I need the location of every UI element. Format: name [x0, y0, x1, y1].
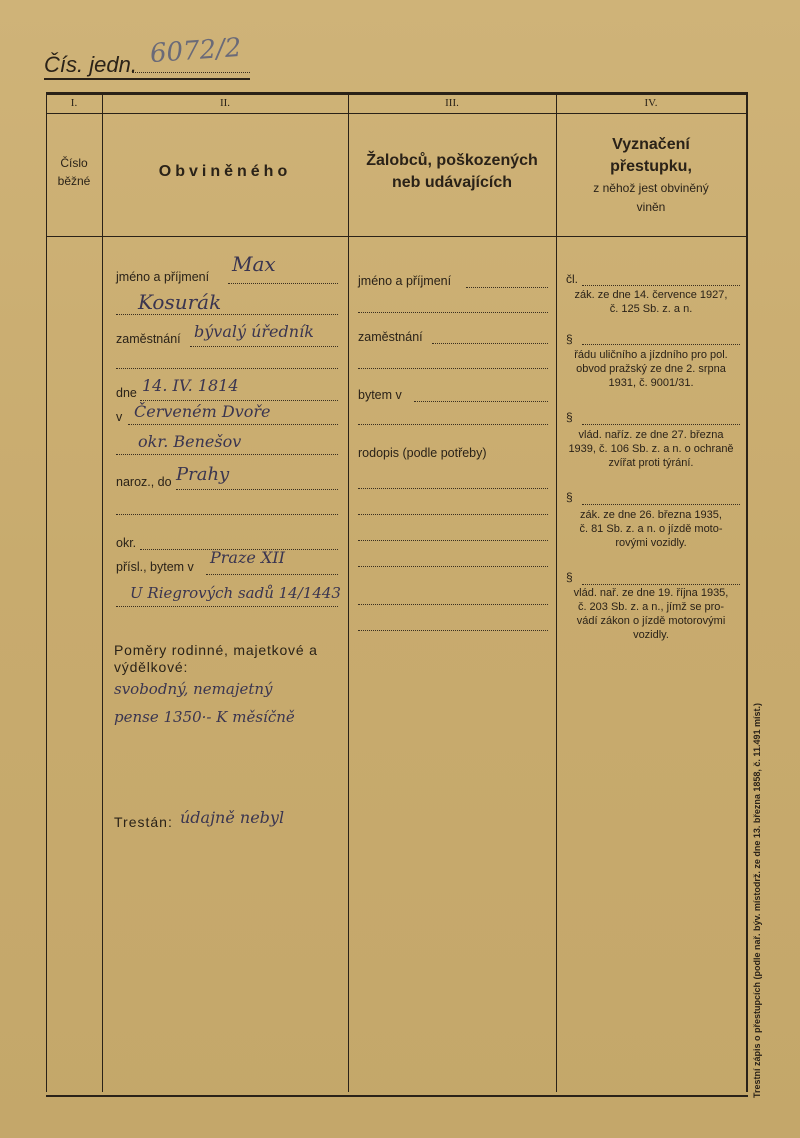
offence-1-mark: čl.	[566, 272, 578, 286]
header-col4-line2: přestupku,	[610, 158, 692, 175]
dots	[116, 454, 338, 455]
dots	[358, 604, 548, 605]
reference-underline	[44, 78, 250, 80]
dots	[358, 540, 548, 541]
offence-3-line1: vlád. naříz. ze dne 27. března	[578, 429, 724, 441]
header-col3-line2: neb udávajících	[391, 174, 513, 191]
defendant-residence-label: přísl., bytem v	[116, 560, 194, 574]
defendant-place-label: v	[116, 410, 123, 424]
column-border-3	[556, 92, 557, 1092]
offence-3-line2: 1939, č. 106 Sb. z. a n. o ochraně	[568, 443, 734, 455]
column-border-right	[746, 92, 748, 1092]
side-form-caption: Trestní zápis o přestupcích (podle nař. býv. místodrž. ze dne 13. března 1858, č. 11.491 míst.)	[752, 703, 762, 1098]
column-border-left	[46, 92, 47, 1092]
offence-5-line3: vádí zákon o jízdě motorovými	[576, 615, 726, 627]
reference-dots	[132, 72, 250, 73]
dots	[358, 424, 548, 425]
defendant-place-hw2: okr. Benešov	[138, 432, 242, 451]
dots	[582, 285, 740, 286]
offence-3-text	[560, 428, 742, 470]
header-col1-line1: Číslo	[60, 156, 88, 170]
dots	[176, 489, 338, 490]
defendant-punished-hw: údajně nebyl	[180, 808, 285, 827]
dots	[358, 312, 548, 313]
plaintiff-name-label: jméno a příjmení	[358, 274, 452, 288]
defendant-conditions-hw2: pense 1350·- K měsíčně	[114, 708, 295, 726]
offence-5-mark: §	[566, 570, 573, 584]
header-col4-line3: z něhož jest obviněný	[593, 181, 709, 195]
header-col4	[556, 134, 746, 216]
offence-2-line1: řádu uličního a jízdního pro pol.	[574, 349, 728, 361]
defendant-residence-hw1: Praze XII	[210, 548, 285, 567]
dots	[466, 287, 548, 288]
dots	[358, 630, 548, 631]
offence-5-line1: vlád. nař. ze dne 19. října 1935,	[573, 587, 729, 599]
offence-4-line3: rovými vozidly.	[615, 537, 687, 549]
col-num-3: III.	[445, 97, 459, 109]
reference-number-handwritten: 6072/2	[149, 32, 243, 70]
header-col1-line2: běžné	[57, 174, 91, 188]
dots	[116, 314, 338, 315]
header-row-line	[46, 236, 748, 237]
defendant-conditions-label: Poměry rodinné, majetkové a výdělkové:	[114, 642, 318, 675]
header-col2: Obviněného	[158, 163, 292, 180]
col-num-2: II.	[219, 97, 231, 109]
defendant-date-hw: 14. IV. 1814	[142, 376, 239, 395]
offence-4-line2: č. 81 Sb. z. a n. o jízdě moto-	[579, 523, 723, 535]
offence-2-line3: 1931, č. 9001/31.	[608, 377, 694, 389]
offence-1-line2: č. 125 Sb. z. a n.	[609, 303, 693, 315]
dots	[582, 584, 740, 585]
offence-1-line1: zák. ze dne 14. července 1927,	[574, 289, 728, 301]
dots	[228, 283, 338, 284]
defendant-date-label: dne	[116, 386, 137, 400]
plaintiff-residence-label: bytem v	[358, 388, 402, 402]
header-col3	[348, 150, 556, 194]
dots	[116, 514, 338, 515]
defendant-surname-hw: Kosurák	[138, 290, 222, 314]
column-border-1	[102, 92, 103, 1092]
offence-4-mark: §	[566, 490, 573, 504]
plaintiff-bio-label: rodopis (podle potřeby)	[358, 446, 487, 460]
dots	[116, 606, 338, 607]
column-border-2	[348, 92, 349, 1092]
col-num-4: IV.	[644, 97, 658, 109]
defendant-residence-hw2: U Riegrových sadů 14/1443	[130, 584, 341, 602]
offence-1-text	[560, 288, 742, 316]
plaintiff-employment-label: zaměstnání	[358, 330, 423, 344]
dots	[140, 400, 338, 401]
defendant-punished-label: Trestán:	[114, 814, 173, 830]
dots	[206, 574, 338, 575]
offence-3-line3: zvířat proti týrání.	[608, 457, 694, 469]
offence-5-line4: vozidly.	[633, 629, 669, 641]
defendant-employment-label: zaměstnání	[116, 332, 181, 346]
defendant-place-hw1: Červeném Dvoře	[134, 402, 271, 421]
defendant-firstname-hw: Max	[232, 252, 276, 276]
dots	[582, 344, 740, 345]
header-col3-line1: Žalobců, poškozených	[366, 152, 538, 169]
offence-2-text	[560, 348, 742, 390]
dots	[128, 424, 338, 425]
defendant-born-hw: Prahy	[176, 464, 230, 485]
defendant-district-label: okr.	[116, 536, 137, 550]
header-col1	[46, 154, 102, 190]
dots	[358, 488, 548, 489]
dots	[190, 346, 338, 347]
offence-5-line2: č. 203 Sb. z. a n., jímž se pro-	[577, 601, 725, 613]
dots	[116, 368, 338, 369]
defendant-born-label: naroz., do	[116, 475, 172, 489]
offence-5-text	[560, 586, 742, 642]
offence-2-mark: §	[566, 332, 573, 346]
offence-4-line1: zák. ze dne 26. března 1935,	[580, 509, 722, 521]
offence-2-line2: obvod pražský ze dne 2. srpna	[576, 363, 726, 375]
reference-number-label: Čís. jedn.	[44, 52, 137, 77]
offence-4-text	[560, 508, 742, 550]
header-col4-line1: Vyznačení	[612, 136, 690, 153]
offence-3-mark: §	[566, 410, 573, 424]
dots	[358, 368, 548, 369]
header-col4-line4: viněn	[636, 200, 666, 214]
dots	[582, 504, 740, 505]
col-num-1: I.	[70, 97, 78, 109]
dots	[358, 566, 548, 567]
dots	[582, 424, 740, 425]
defendant-name-label: jméno a příjmení	[116, 270, 210, 284]
roman-row-line	[46, 113, 748, 114]
dots	[358, 514, 548, 515]
defendant-employment-hw: bývalý úředník	[194, 322, 314, 341]
dots	[432, 343, 548, 344]
dots	[414, 401, 548, 402]
defendant-conditions-hw1: svobodný, nemajetný	[114, 680, 273, 698]
